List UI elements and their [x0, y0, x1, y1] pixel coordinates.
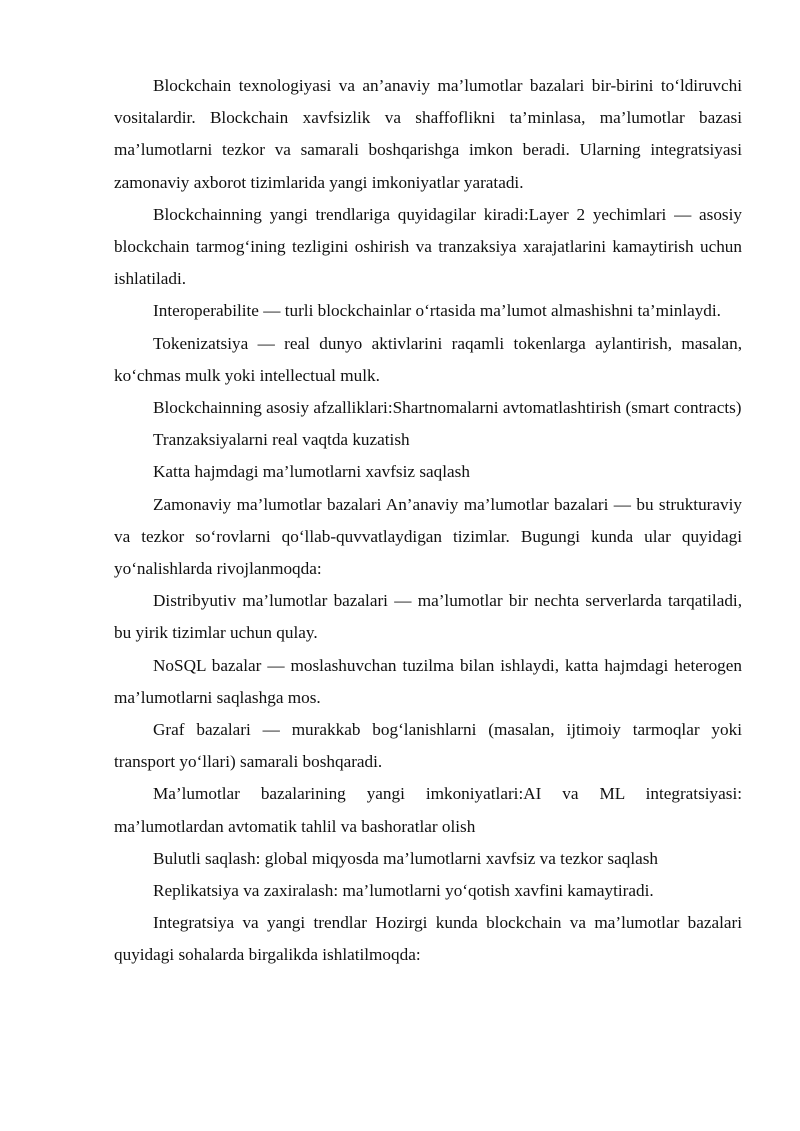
paragraph-blockchain-trends: Blockchainning yangi trendlariga quyidagilar kiradi:Layer 2 yechimlari — asosiy blockchain tarmog‘ining tezligini oshirish va tranzaksiya xarajatlarini kamaytirish uchun ishlatiladi. — [114, 204, 742, 289]
paragraph-replication: Replikatsiya va zaxiralash: ma’lumotlarni yo‘qotish xavfini kamaytiradi. — [153, 881, 654, 901]
paragraph-secure-storage: Katta hajmdagi ma’lumotlarni xavfsiz saqlash — [153, 462, 470, 482]
paragraph-modern-databases: Zamonaviy ma’lumotlar bazalari An’anaviy ma’lumotlar bazalari — bu strukturaviy va tezkor so‘rovlarni qo‘llab-quvvatlaydigan tizimlar. Bugungi kunda ular quyidagi yo‘nalishlarda rivojlanmoqda: — [114, 494, 742, 579]
paragraph-nosql: NoSQL bazalar — moslashuvchan tuzilma bilan ishlaydi, katta hajmdagi heterogen ma’lumotlarni saqlashga mos. — [114, 655, 742, 707]
paragraph-tokenization: Tokenizatsiya — real dunyo aktivlarini raqamli tokenlarga aylantirish, masalan, ko‘chmas mulk yoki intellectual mulk. — [114, 333, 742, 385]
document-page — [114, 70, 742, 972]
paragraph-graph-databases: Graf bazalari — murakkab bog‘lanishlarni (masalan, ijtimoiy tarmoqlar yoki transport yo‘llari) samarali boshqaradi. — [114, 720, 742, 772]
paragraph-blockchain-intro: Blockchain texnologiyasi va an’anaviy ma’lumotlar bazalari bir-birini to‘ldiruvchi vositalardir. Blockchain xavfsizlik va shaffoflikni ta’minlasa, ma’lumotlar bazasi ma’lumotlarni tezkor va samarali boshqarishga imkon beradi. Ularning integratsiyasi zamonaviy axborot tizimlarida yangi imkoniyatlar yaratadi. — [114, 76, 742, 192]
paragraph-database-new-capabilities: Ma’lumotlar bazalarining yangi imkoniyatlari:AI va ML integratsiyasi: ma’lumotlardan avtomatik tahlil va bashoratlar olish — [114, 784, 742, 836]
paragraph-integration-trends: Integratsiya va yangi trendlar Hozirgi kunda blockchain va ma’lumotlar bazalari quyidagi sohalarda birgalikda ishlatilmoqda: — [114, 913, 742, 965]
paragraph-interoperability: Interoperabilite — turli blockchainlar o‘rtasida ma’lumot almashishni ta’minlaydi. — [153, 301, 721, 321]
paragraph-real-time-tracking: Tranzaksiyalarni real vaqtda kuzatish — [153, 430, 410, 450]
paragraph-cloud-storage: Bulutli saqlash: global miqyosda ma’lumotlarni xavfsiz va tezkor saqlash — [153, 848, 659, 868]
paragraph-distributed-databases: Distribyutiv ma’lumotlar bazalari — ma’lumotlar bir nechta serverlarda tarqatiladi, bu yirik tizimlar uchun qulay. — [114, 591, 742, 643]
paragraph-blockchain-advantages: Blockchainning asosiy afzalliklari:Shartnomalarni avtomatlashtirish (smart contracts) — [153, 398, 742, 418]
